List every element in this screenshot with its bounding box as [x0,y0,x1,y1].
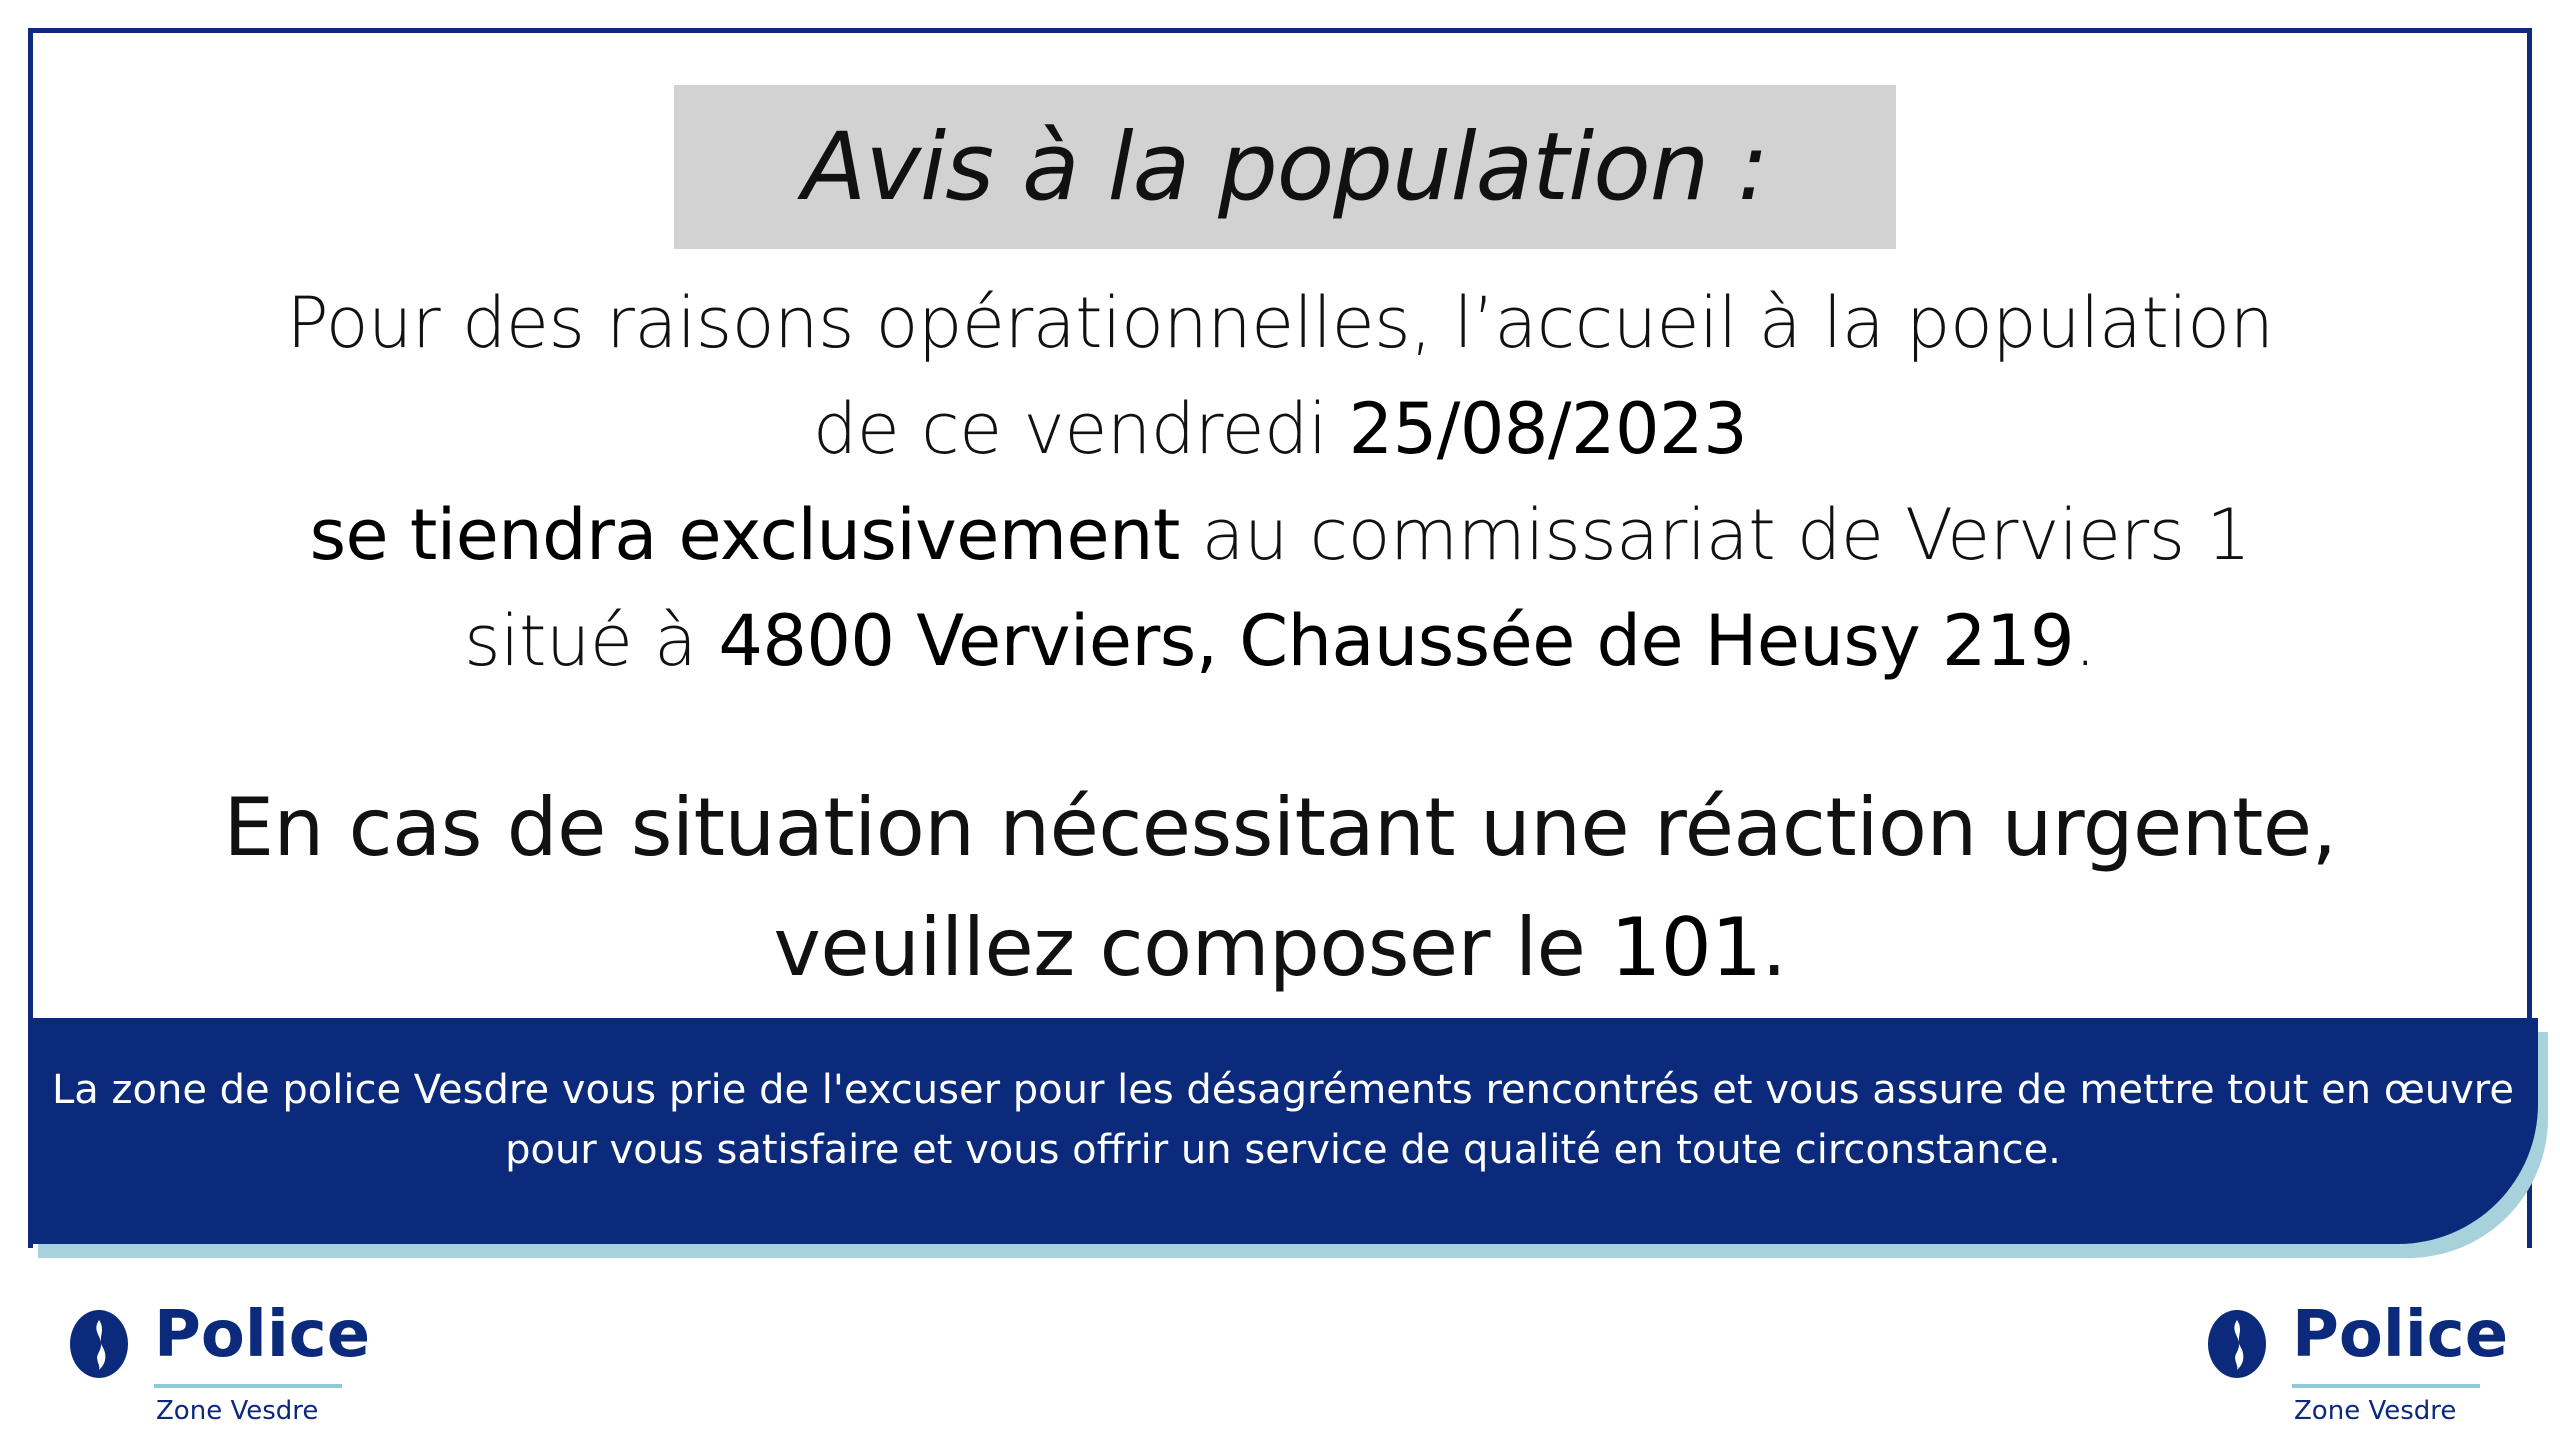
notice-date: 25/08/2023 [1348,388,1748,470]
police-flame-icon [68,1308,130,1380]
apology-banner [28,1018,2538,1244]
urgent-text: En cas de situation nécessitant une réaction urgente, [223,781,2337,874]
compose-prefix: veuillez composer le [773,901,1611,994]
logo-divider [154,1384,342,1388]
zone-name: Zone Vesdre [156,1396,319,1426]
compose-suffix: . [1761,901,1787,994]
notice-paragraph-2 [60,768,2500,1008]
notice-title-box [674,85,1896,249]
address-suffix: . [2074,600,2096,682]
logo-divider [2292,1384,2480,1388]
date-prefix: de ce vendredi [812,388,1349,470]
banner-line-2: pour vous satisfaire et vous offrir un service de qualité en toute circonstance. [505,1127,2061,1173]
paragraph-2-line-2 [60,888,2500,1008]
reason-text: Pour des raisons opérationnelles, l’accueil à la population [286,282,2274,364]
paragraph-1-line-2 [60,376,2500,482]
notice-paragraph-1 [60,270,2500,694]
banner-line-1: La zone de police Vesdre vous prie de l'excuser pour les désagréments rencontrés et vous assure de mettre tout en œuvre [52,1067,2514,1113]
paragraph-1-line-4 [60,588,2500,694]
paragraph-1-line-3 [60,482,2500,588]
notice-title: Avis à la population : [802,112,1768,222]
address-prefix: situé à [464,600,719,682]
police-flame-icon [2206,1308,2268,1380]
police-logo-right [2206,1296,2509,1436]
exclusive-text: se tiendra exclusivement [309,494,1180,576]
police-wordmark: Police [154,1298,371,1372]
emergency-number: 101 [1610,901,1762,994]
station-address: 4800 Verviers, Chaussée de Heusy 219 [718,600,2075,682]
paragraph-2-line-1 [60,768,2500,888]
paragraph-1-line-1 [60,270,2500,376]
zone-name: Zone Vesdre [2294,1396,2457,1426]
station-text: au commissariat de Verviers 1 [1179,494,2251,576]
police-logo-left [68,1296,371,1436]
police-wordmark: Police [2292,1298,2509,1372]
